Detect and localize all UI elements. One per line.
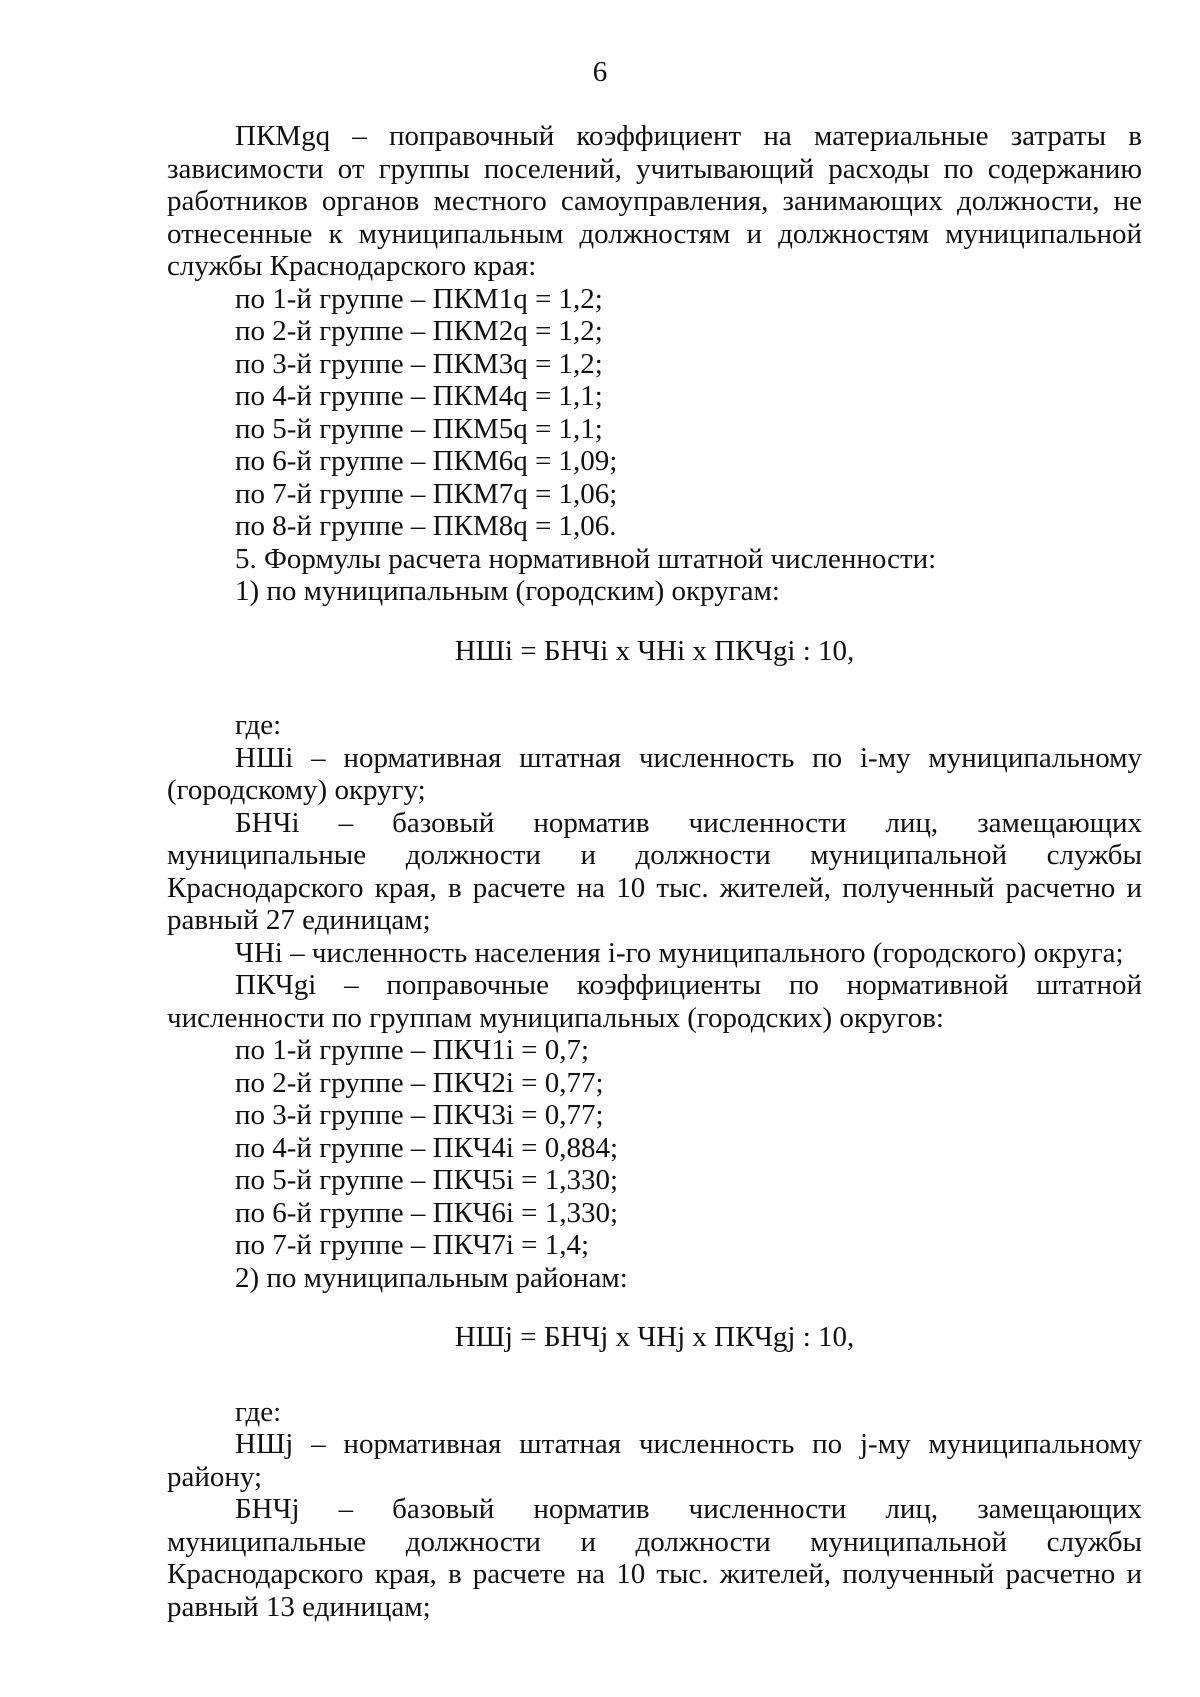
spacer <box>167 667 1142 709</box>
pkm-group-item: по 6-й группе – ПКМ6q = 1,09; <box>235 445 618 477</box>
spacer <box>167 608 1142 635</box>
pkch-group-item: по 1-й группе – ПКЧ1i = 0,7; <box>235 1034 590 1066</box>
pkch-group-item: по 5-й группе – ПКЧ5i = 1,330; <box>235 1164 619 1196</box>
pkm-group-item: по 1-й группе – ПКМ1q = 1,2; <box>235 282 603 315</box>
formula-nshi: НШi = БНЧi x ЧНi x ПКЧgi : 10, <box>454 634 855 667</box>
item-2-heading: 2) по муниципальным районам: <box>235 1261 628 1294</box>
pkm-group-item: по 2-й группе – ПКМ2q = 1,2; <box>235 315 603 347</box>
pkm-group-item: по 4-й группе – ПКМ4q = 1,1; <box>235 380 603 412</box>
pkch-group-item: по 6-й группе – ПКЧ6i = 1,330; <box>235 1196 619 1229</box>
pkch-group-item: по 3-й группе – ПКЧ3i = 0,77; <box>235 1099 604 1131</box>
where-label: где: <box>235 1395 282 1428</box>
spacer <box>167 1354 1142 1396</box>
pkch-group-item: по 7-й группе – ПКЧ7i = 1,4; <box>235 1229 590 1261</box>
bnchi-definition: БНЧi – базовый норматив численности лиц, замещающих муниципальные должности и должности муниципальной службы Краснодарского края, в расчете на 10 тыс. жителей, полученный расчетно и равный 27 единицам; <box>167 806 1142 936</box>
chni-definition: ЧНi – численность населения i-го муниципального (городского) округа; <box>235 936 1124 969</box>
pkm-group-item: по 3-й группе – ПКМ3q = 1,2; <box>235 347 603 380</box>
section-5-heading: 5. Формулы расчета нормативной штатной численности: <box>235 542 937 575</box>
where-label: где: <box>235 709 282 741</box>
bnchj-definition: БНЧj – базовый норматив численности лиц, замещающих муниципальные должности и должности муниципальной службы Краснодарского края, в расчете на 10 тыс. жителей, полученный расчетно и равный 13 единицам; <box>167 1493 1142 1623</box>
document-body <box>167 120 1142 1623</box>
pkm-intro-paragraph: ПКМgq – поправочный коэффициент на материальные затраты в зависимости от группы поселений, учитывающий расходы по содержанию работников органов местного самоуправления, занимающих должности, не отнесенные к муниципальным должностям и должностям муниципальной службы Краснодарского края: <box>167 120 1142 282</box>
pkm-group-item: по 8-й группе – ПКМ8q = 1,06. <box>235 510 617 542</box>
pkch-group-item: по 2-й группе – ПКЧ2i = 0,77; <box>235 1066 604 1099</box>
formula-nshj: НШj = БНЧj x ЧНj x ПКЧgj : 10, <box>454 1321 855 1353</box>
nshj-definition: НШj – нормативная штатная численность по j-му муниципальному району; <box>167 1428 1142 1493</box>
pkchgi-definition: ПКЧgi – поправочные коэффициенты по нормативной штатной численности по группам муниципальных (городских) округов: <box>167 969 1142 1034</box>
nshi-definition: НШi – нормативная штатная численность по i-му муниципальному (городскому) округу; <box>167 741 1142 806</box>
pkm-group-item: по 7-й группе – ПКМ7q = 1,06; <box>235 477 618 510</box>
pkch-group-item: по 4-й группе – ПКЧ4i = 0,884; <box>235 1131 619 1164</box>
page-number: 6 <box>592 56 608 88</box>
pkm-group-item: по 5-й группе – ПКМ5q = 1,1; <box>235 412 603 445</box>
spacer <box>167 1294 1142 1321</box>
item-1-heading: 1) по муниципальным (городским) округам: <box>235 575 780 607</box>
